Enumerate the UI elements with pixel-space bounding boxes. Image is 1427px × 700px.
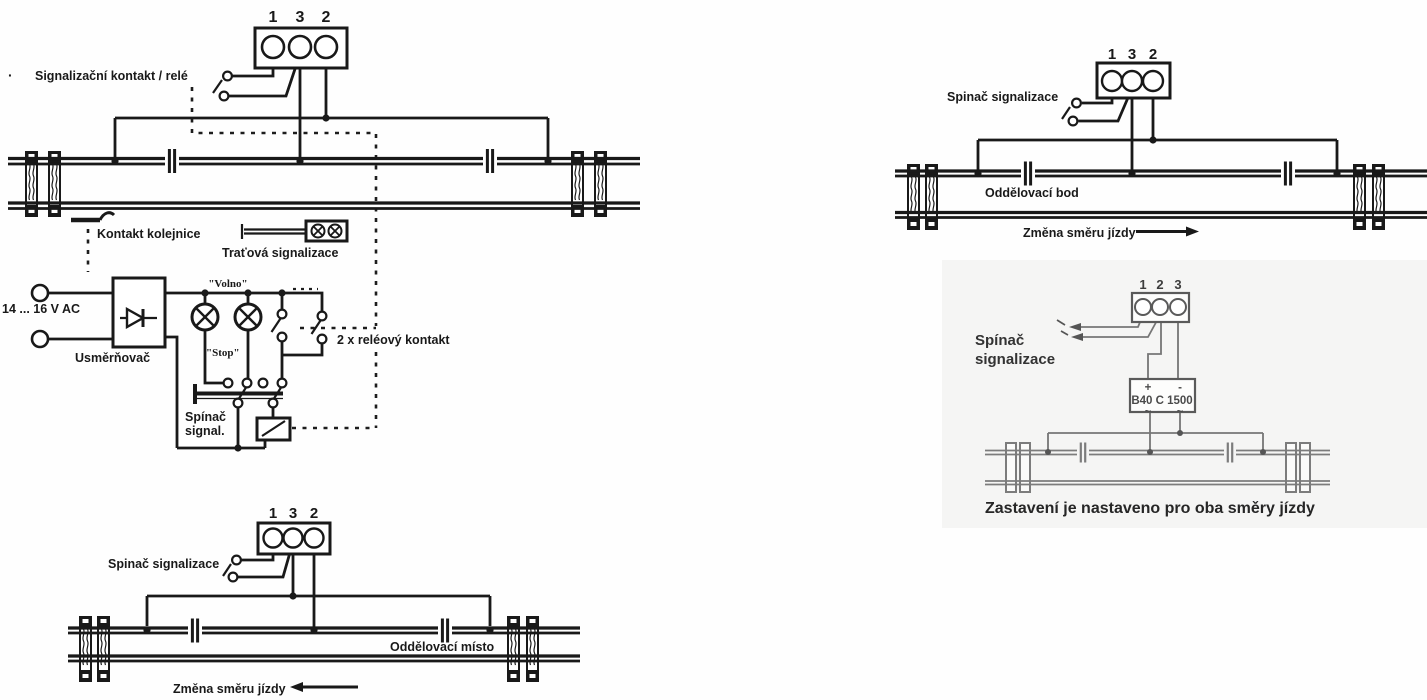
junction-dot <box>1045 449 1051 455</box>
junction-dot <box>1177 430 1183 436</box>
relay-contacts-label: 2 x reléový kontakt <box>337 333 450 347</box>
signal-lamp-icon <box>312 225 325 238</box>
pin-label: 3 <box>288 505 298 522</box>
terminal-2 <box>315 36 337 58</box>
terminal-block <box>255 9 347 68</box>
isolation-gap-icon <box>188 619 202 643</box>
contact-point <box>269 399 278 408</box>
direction-arrow-icon <box>290 682 358 692</box>
sleeper-icon <box>1353 164 1366 230</box>
signal-switch-label-line2: signal. <box>185 424 225 438</box>
signal-switch-icon <box>1062 99 1081 126</box>
isolation-gap-icon <box>1021 162 1035 186</box>
terminal-3 <box>289 36 311 58</box>
terminal-1 <box>262 36 284 58</box>
track-signal-label: Traťová signalizace <box>222 246 339 260</box>
junction-dot <box>322 114 329 121</box>
signal-switch-label-line1: Spínač <box>185 410 226 424</box>
terminal-1 <box>264 529 283 548</box>
contact-point <box>234 399 243 408</box>
pin-label: 1 <box>268 9 278 26</box>
sleeper-icon <box>526 616 539 682</box>
sleeper-icon <box>79 616 92 682</box>
isolation-gap-icon <box>165 149 179 173</box>
pin-label: 2 <box>1148 46 1158 63</box>
switch-contact <box>1069 117 1078 126</box>
switch-blade <box>213 80 222 93</box>
bullet-mark: · <box>8 67 13 83</box>
diagram-top-right <box>895 46 1427 240</box>
rail-contact-label: Kontakt kolejnice <box>97 227 201 241</box>
isolation-gap-icon <box>1077 443 1089 463</box>
arrow-head <box>1186 227 1199 237</box>
volno-lamp-icon <box>235 304 261 330</box>
terminal-3 <box>284 529 303 548</box>
signal-contact-switch-icon <box>213 72 232 101</box>
terminal-1 <box>1102 71 1122 91</box>
contact-point <box>224 379 233 388</box>
terminal-block <box>1132 277 1189 322</box>
junction-dot <box>1149 136 1156 143</box>
track <box>895 136 1427 230</box>
terminal-block <box>1097 46 1170 98</box>
signal-post <box>242 224 306 239</box>
pin-label: 2 <box>321 9 331 26</box>
diagram-bottom-right <box>942 260 1427 528</box>
switch-contact <box>229 573 238 582</box>
sleeper-icon <box>97 616 110 682</box>
power-terminal <box>32 331 48 347</box>
ac-mark-left: ~ <box>1144 406 1152 418</box>
rail-contact-icon <box>71 213 114 272</box>
junction-dot <box>289 592 296 599</box>
direction-label: Změna směru jízdy <box>173 682 286 696</box>
plus-mark: + <box>1144 382 1152 394</box>
signal-lamp-icon <box>329 225 342 238</box>
contact-point <box>278 333 287 342</box>
junction-dot <box>244 289 251 296</box>
isolation-point-label: Oddělovací místo <box>390 640 495 654</box>
contact-point <box>278 379 287 388</box>
pin-label: 1 <box>268 505 278 522</box>
relay-coil-icon <box>257 418 290 440</box>
isolation-gap-icon <box>1224 443 1236 463</box>
rail-contact-hook <box>100 213 114 220</box>
bridge-rectifier-label: B40 C 1500 <box>1131 395 1193 407</box>
junction-dot <box>486 626 493 633</box>
pin-label: 3 <box>1127 46 1137 63</box>
rectifier-label: Usměrňovač <box>75 351 151 365</box>
signal-switch-label: Spinač signalizace <box>947 90 1059 104</box>
junction-dot <box>296 157 303 164</box>
bridge-rectifier <box>1130 379 1195 418</box>
relay-contact-blades <box>272 319 321 335</box>
junction-dot <box>278 289 285 296</box>
power-label: 14 ... 16 V AC <box>2 302 81 316</box>
switch-blade <box>1062 107 1070 119</box>
junction-dot <box>1260 449 1266 455</box>
volno-lamp-label: "Volno" <box>208 278 248 290</box>
pin-label: 1 <box>1139 277 1147 292</box>
pin-label: 3 <box>1174 277 1182 292</box>
switch-contact <box>220 92 229 101</box>
junction-dot <box>111 157 118 164</box>
relay-contacts-icon <box>272 310 327 344</box>
switch-contact <box>1072 99 1081 108</box>
diagram-bottom-left <box>68 505 580 696</box>
track-signal-icon <box>242 221 347 241</box>
direction-arrow-icon <box>1136 227 1199 237</box>
power-terminal <box>32 285 48 301</box>
sleeper-icon <box>907 164 920 230</box>
stop-lamp-label: "Stop" <box>206 347 240 359</box>
terminal-block <box>258 505 330 554</box>
junction-dot <box>1333 170 1340 177</box>
terminal-3 <box>1122 71 1142 91</box>
isolation-point-label: Oddělovací bod <box>985 186 1079 200</box>
isolation-gap-icon <box>438 619 452 643</box>
ac-mark-right: ~ <box>1176 406 1184 418</box>
track <box>68 592 580 682</box>
arrow-head <box>290 682 303 692</box>
isolation-gap-icon <box>483 149 497 173</box>
sleeper-icon <box>1372 164 1385 230</box>
signal-switch-label-line2: signalizace <box>975 351 1056 368</box>
pin-label: 3 <box>295 9 305 26</box>
sleeper-icon <box>507 616 520 682</box>
rectifier-circuit <box>2 278 450 452</box>
pin-label: 1 <box>1107 46 1117 63</box>
terminal-2 <box>1143 71 1163 91</box>
signal-switch-icon <box>223 556 241 582</box>
sleeper-icon <box>925 164 938 230</box>
contact-point <box>243 379 252 388</box>
terminal-3 <box>1170 299 1186 315</box>
contact-point <box>318 312 327 321</box>
switch-contact <box>223 72 232 81</box>
junction-dot <box>544 157 551 164</box>
junction-dot <box>201 289 208 296</box>
stop-lamp-icon <box>192 304 218 330</box>
switch-contact <box>232 556 241 565</box>
diagram-top-left <box>2 9 640 452</box>
caption: Zastavení je nastaveno pro oba směry jízdy <box>985 500 1315 517</box>
terminal-2 <box>305 529 324 548</box>
junction-dot <box>143 626 150 633</box>
junction-dot <box>234 444 241 451</box>
contact-point <box>318 335 327 344</box>
terminal-1 <box>1135 299 1151 315</box>
pin-label: 2 <box>1156 277 1164 292</box>
track <box>8 114 640 217</box>
isolation-gap-icon <box>1281 162 1295 186</box>
rectifier-box <box>113 278 165 347</box>
junction-dot <box>1128 170 1135 177</box>
contact-point <box>259 379 268 388</box>
contact-point <box>278 310 287 319</box>
signal-switch-label: Spinač signalizace <box>108 557 220 571</box>
junction-dot <box>310 626 317 633</box>
terminal-2 <box>1152 299 1168 315</box>
pin-label: 2 <box>309 505 319 522</box>
signal-switch-label-line1: Spínač <box>975 332 1025 349</box>
signal-contact-label: Signalizační kontakt / relé <box>35 69 188 83</box>
minus-mark: - <box>1178 382 1182 394</box>
junction-dot <box>974 170 981 177</box>
direction-label: Změna směru jízdy <box>1023 226 1136 240</box>
junction-dot <box>1147 449 1153 455</box>
